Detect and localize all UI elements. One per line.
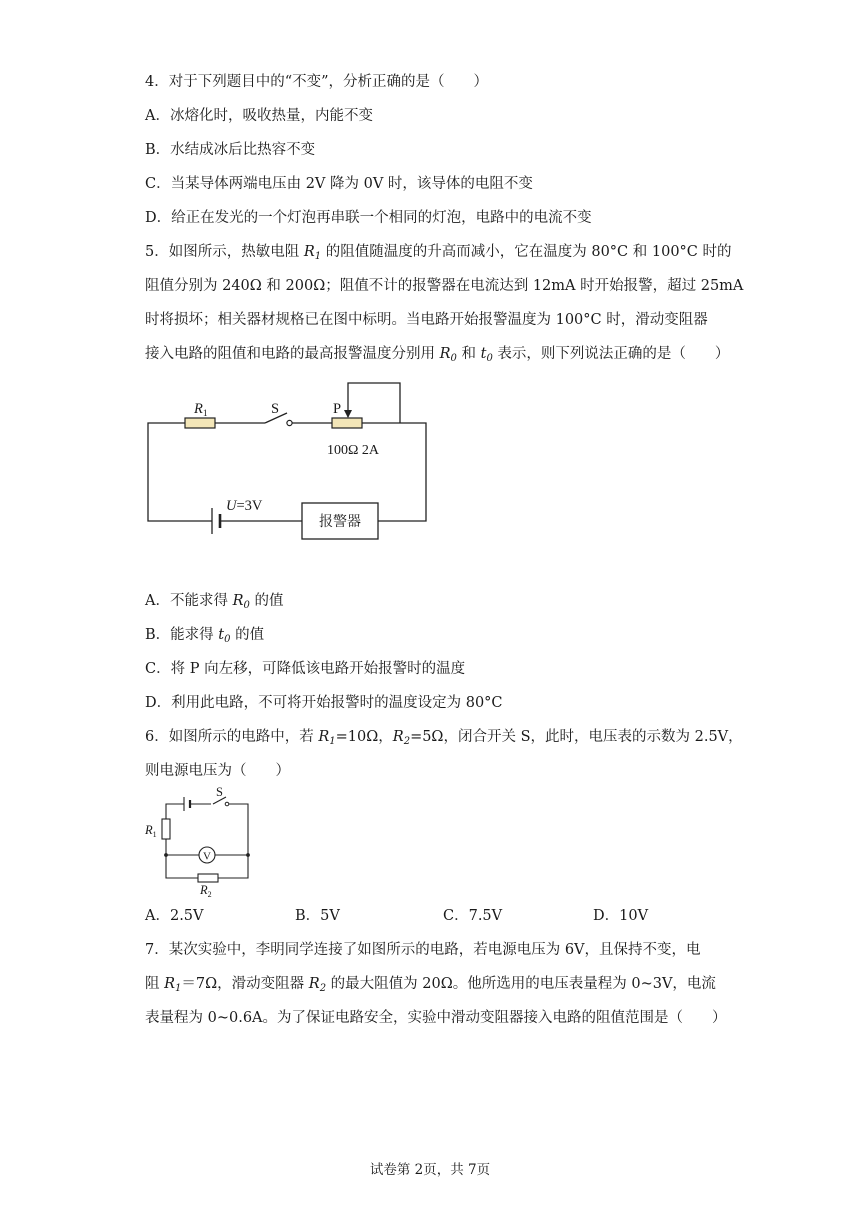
q6-option-a: A．2.5V <box>145 908 204 924</box>
q4-option-c: C．当某导体两端电压由 2V 降为 0V 时，该导体的电阻不变 <box>145 176 533 192</box>
q6-option-c: C．7.5V <box>443 908 503 924</box>
q4-option-d: D．给正在发光的一个灯泡再串联一个相同的灯泡，电路中的电流不变 <box>145 210 592 226</box>
q5-slider-label: P <box>333 401 342 417</box>
q6-option-d: D．10V <box>593 908 649 924</box>
q7-stem-line3: 表量程为 0~0.6A。为了保证电路安全，实验中滑动变阻器接入电路的阻值范围是（ ） <box>145 1010 727 1026</box>
q6-switch-label: S <box>216 785 223 799</box>
q5-battery-label: U=3V <box>226 498 263 514</box>
q6-r1-resistor <box>162 819 170 839</box>
q5-stem-line4: 接入电路的阻值和电路的最高报警温度分别用 $R_0$ 和 $t_0$ 表示，则下列说法正确的是（ ） <box>145 346 730 364</box>
q5-stem-line3: 时将损坏；相关器材规格已在图中标明。当电路开始报警温度为 100°C 时，滑动变阻器 <box>145 312 708 328</box>
q6-r2-resistor <box>198 874 218 882</box>
q6-r2-label: $R_2$ <box>200 883 212 899</box>
q5-alarm-label: 报警器 <box>319 515 361 530</box>
q4-option-a: A．冰熔化时，吸收热量，内能不变 <box>145 108 373 124</box>
q7-stem-line2: 阻 $R_1=7\Omega$，滑动变阻器 $R_2$ 的最大阻值为 20Ω。他所选用的电压表量程为 0~3V，电流 <box>145 976 716 994</box>
q6-junction-right <box>246 853 250 857</box>
q5-option-b: B．能求得 $t_0$ 的值 <box>145 627 265 645</box>
q6-voltmeter-label: V <box>203 850 211 863</box>
page-footer: 试卷第 2页，共 7页 <box>369 1162 491 1178</box>
q5-r1-label: $R_1$ <box>194 401 208 419</box>
q5-option-a: A．不能求得 $R_0$ 的值 <box>145 593 284 611</box>
q5-stem-line1: 5．如图所示，热敏电阻 $R_1$ 的阻值随温度的升高而减小，它在温度为 80°C 和 100°C 时的 <box>145 244 732 262</box>
q5-stem-line2: 阻值分别为 240Ω 和 200Ω；阻值不计的报警器在电流达到 12mA 时开始报警，超过 25mA <box>145 278 744 294</box>
q5-option-d: D．利用此电路，不可将开始报警时的温度设定为 80°C <box>145 695 503 711</box>
q4-option-b: B．水结成冰后比热容不变 <box>145 142 316 158</box>
q7-stem-line1: 7．某次实验中，李明同学连接了如图所示的电路，若电源电压为 6V，且保持不变，电 <box>145 942 701 958</box>
q6-junction-left <box>164 853 168 857</box>
q6-switch-contact <box>225 802 229 806</box>
q5-rheostat-spec: 100Ω 2A <box>327 443 380 458</box>
q5-switch-label: S <box>271 401 280 417</box>
q6-stem-line2: 则电源电压为（ ） <box>145 763 290 779</box>
q5-option-c: C．将 P 向左移，可降低该电路开始报警时的温度 <box>145 661 466 677</box>
q6-r1-label: $R_1$ <box>145 823 157 839</box>
q6-option-b: B．5V <box>295 908 340 924</box>
q6-stem-line1: 6．如图所示的电路中，若 $R_1=10\Omega$，$R_2=5\Omega$，闭合开关 S，此时，电压表的示数为 2.5V， <box>145 729 743 747</box>
q4-stem: 4．对于下列题目中的“不变”，分析正确的是（ ） <box>145 74 489 90</box>
